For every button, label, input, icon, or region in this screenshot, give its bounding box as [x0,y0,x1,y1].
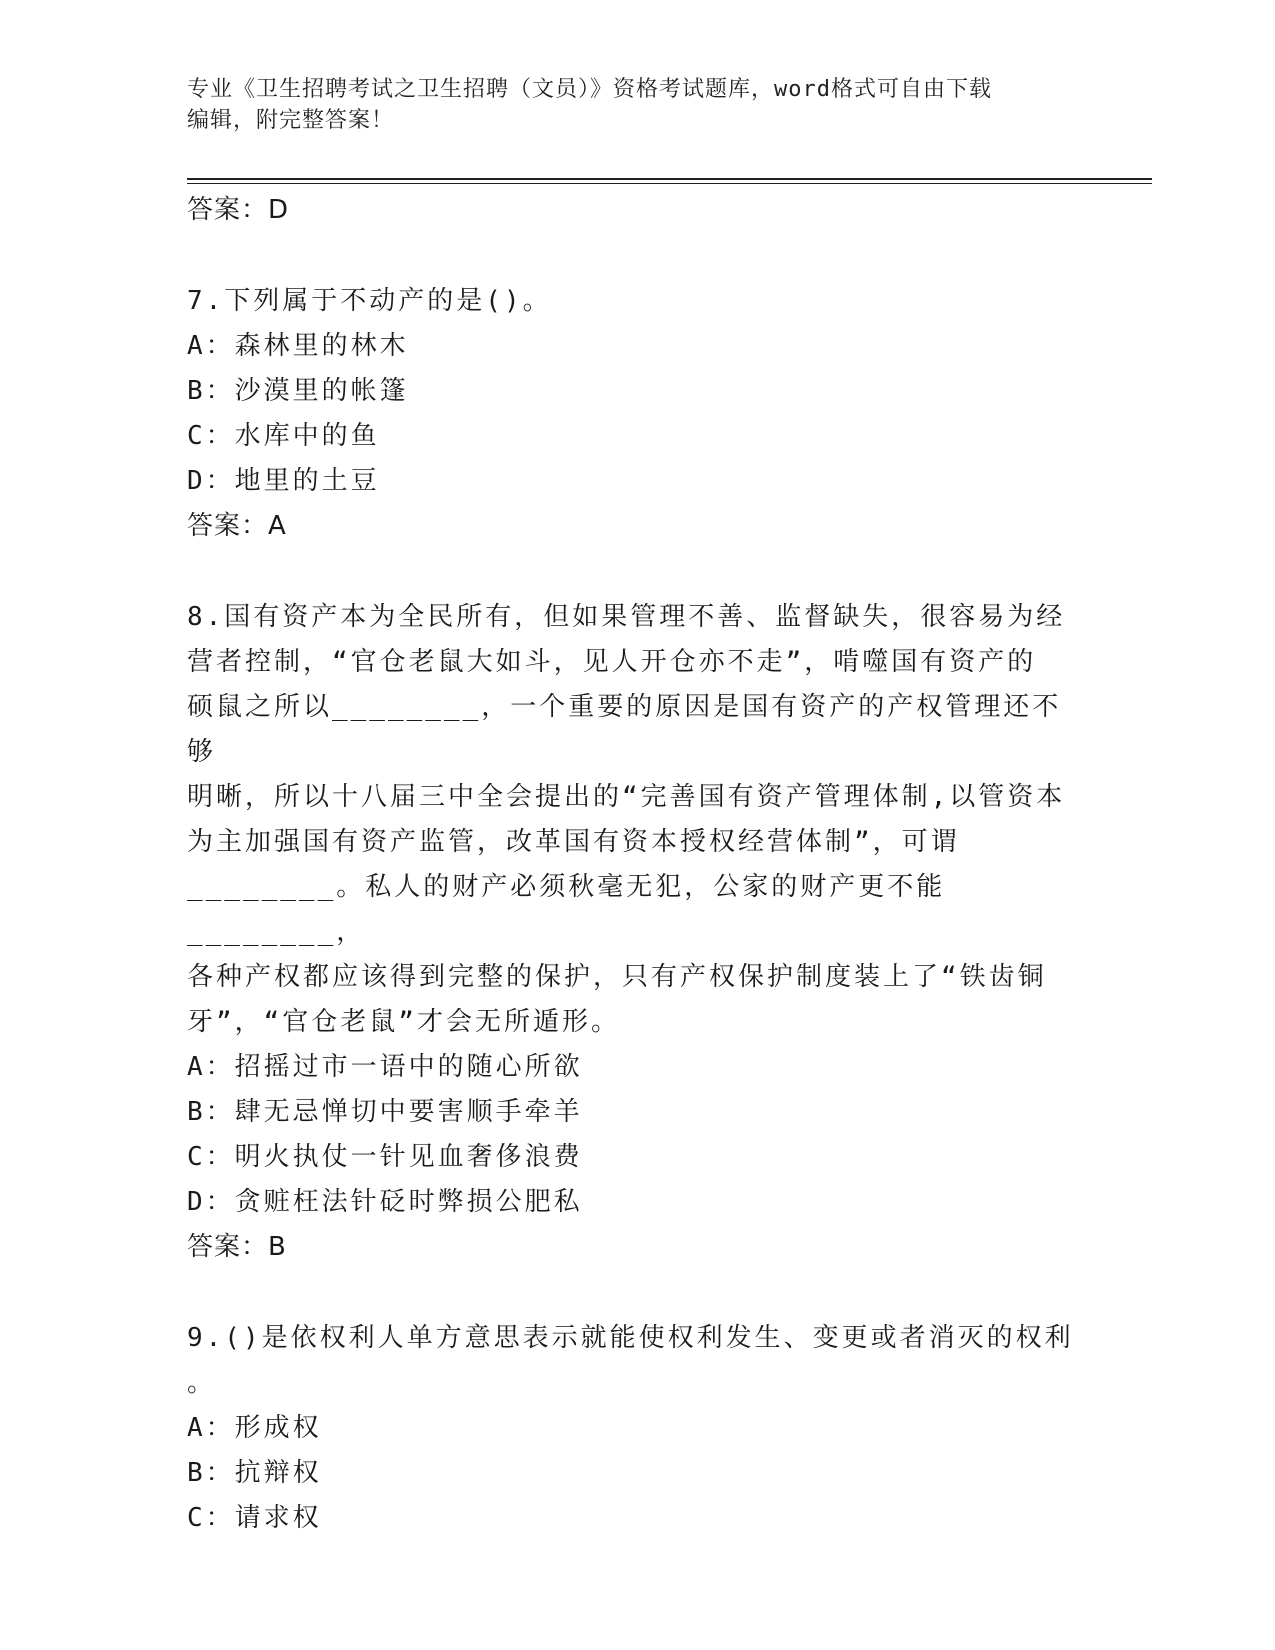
question-stem-line: 营者控制，“官仓老鼠大如斗，见人开仓亦不走”，啃噬国有资产的 [187,647,1037,677]
option-b: B：沙漠里的帐篷 [187,376,409,406]
answer-line: 答案：B [187,1232,287,1262]
question-stem-line: 硕鼠之所以________，一个重要的原因是国有资产的产权管理还不够 [187,692,1062,767]
option-a: A：形成权 [187,1413,322,1443]
header-line-2: 编辑，附完整答案！ [187,108,395,133]
question-stem-line: 9.()是依权利人单方意思表示就能使权利发生、变更或者消灭的权利 [187,1323,1074,1353]
question-stem-line: ________。私人的财产必须秋毫无犯，公家的财产更不能________， [187,872,946,947]
option-d: D：地里的土豆 [187,466,380,496]
answer-line: 答案：A [187,511,287,541]
spacer [187,549,1087,595]
spacer [187,233,1087,279]
question-8 [187,595,1087,1270]
header-line-1: 专业《卫生招聘考试之卫生招聘（文员）》资格考试题库，word格式可自由下载 [187,77,992,102]
question-stem-line: 为主加强国有资产监管，改革国有资本授权经营体制”，可谓 [187,827,960,857]
question-stem: 7.下列属于不动产的是()。 [187,286,552,316]
question-stem-line: 各种产权都应该得到完整的保护，只有产权保护制度装上了“铁齿铜 [187,962,1047,992]
option-b: B：肆无忌惮切中要害顺手牵羊 [187,1097,583,1127]
question-7 [187,279,1087,549]
option-c: C：水库中的鱼 [187,421,380,451]
option-a: A：招摇过市一语中的随心所欲 [187,1052,583,1082]
question-stem-line: 明晰，所以十八届三中全会提出的“完善国有资产管理体制,以管资本 [187,782,1066,812]
header-rule-thick [187,178,1152,180]
question-stem-line: 8.国有资产本为全民所有，但如果管理不善、监督缺失，很容易为经 [187,602,1066,632]
spacer [187,1270,1087,1316]
answer-line: 答案：D [187,195,290,225]
question-stem-line: 牙”，“官仓老鼠”才会无所遁形。 [187,1007,620,1037]
header-rule-thin [187,183,1152,184]
question-stem-line: 。 [187,1368,217,1398]
question-content [187,188,1087,1541]
option-a: A：森林里的林木 [187,331,409,361]
question-9 [187,1316,1087,1541]
option-b: B：抗辩权 [187,1458,322,1488]
page-header [187,74,1087,136]
option-c: C：请求权 [187,1503,322,1533]
option-c: C：明火执仗一针见血奢侈浪费 [187,1142,583,1172]
option-d: D：贪赃枉法针砭时弊损公肥私 [187,1187,583,1217]
